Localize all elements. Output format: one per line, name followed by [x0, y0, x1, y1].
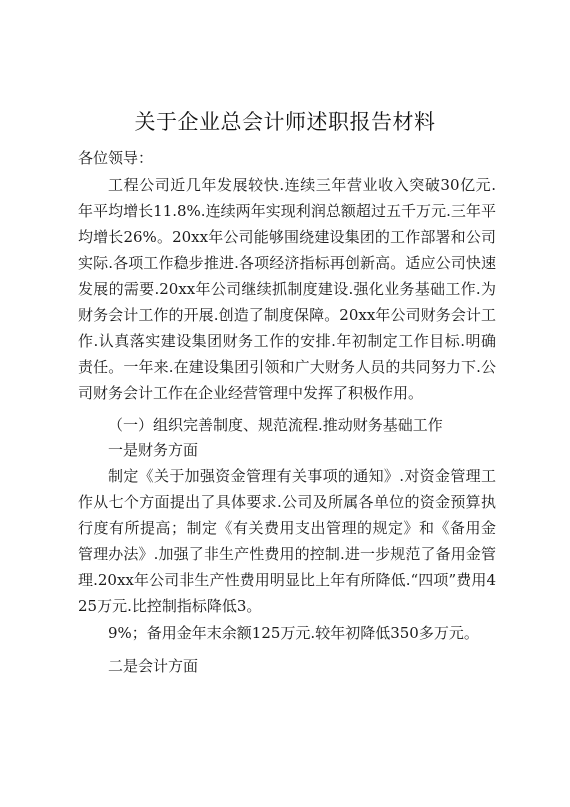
paragraph-finance: 制定《关于加强资金管理有关事项的通知》.对资金管理工作从七个方面提出了具体要求.公司及所属各单位的资金预算执行度有所提高；制定《有关费用支出管理的规定》和《备用金管理办法》.加强了非生产性费用的控制.进一步规范了备用金管理.20xx年公司非生产性费用明显比上年有所降低.“四项”费用425万元.比控制指标降低3。	[78, 467, 496, 615]
paragraph-finance-continued: 9%；备用金年末余额125万元.较年初降低350多万元。	[108, 624, 479, 642]
salutation: 各位领导：	[78, 149, 154, 167]
section-heading-1: （一）组织完善制度、规范流程.推动财务基础工作	[108, 416, 443, 434]
paragraph-intro: 工程公司近几年发展较快.连续三年营业收入突破30亿元.年平均增长11.8%.连续两年实现利润总额超过五千万元.三年平均增长26%。20xx年公司能够围绕建设集团的工作部署和公司实际.各项工作稳步推进.各项经济指标再创新高。适应公司快速发展的需要.20xx年公司继续抓制度建设.强化业务基础工作.为财务会计工作的开展.创造了制度保障。20xx年公司财务会计工作.认真落实建设集团财务工作的安排.年初制定工作目标.明确责任。一年来.在建设集团引领和广大财务人员的共同努力下.公司财务会计工作在企业经营管理中发挥了积极作用。	[78, 176, 496, 402]
subheading-accounting: 二是会计方面	[108, 657, 199, 675]
document-title: 关于企业总会计师述职报告材料	[134, 110, 436, 134]
subheading-finance: 一是财务方面	[108, 441, 199, 459]
